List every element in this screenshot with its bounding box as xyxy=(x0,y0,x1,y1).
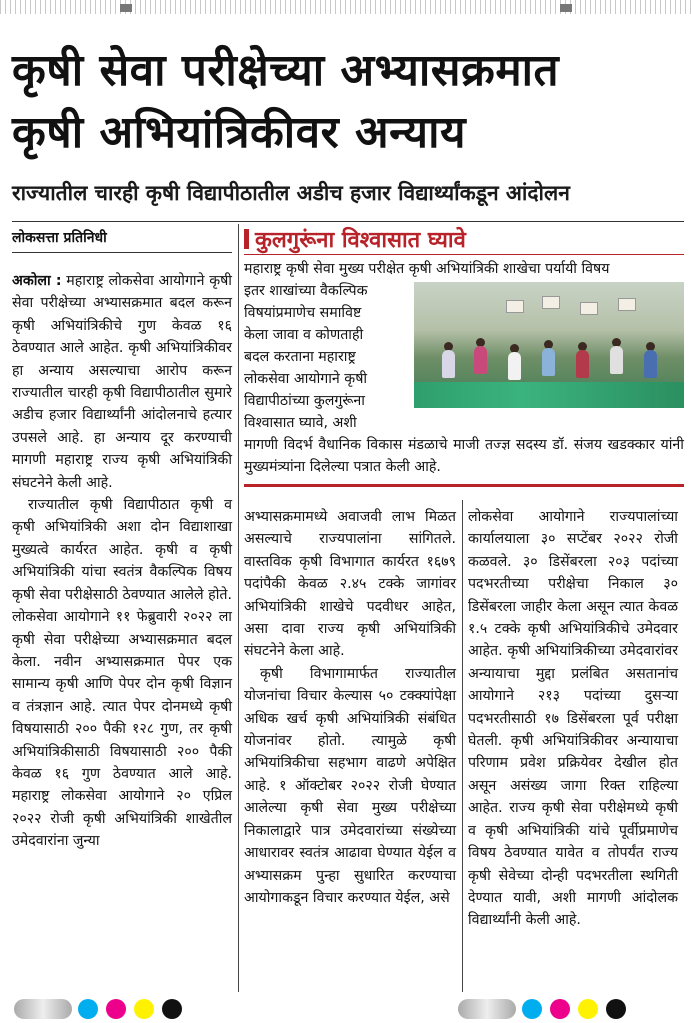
article-paragraph: अभ्यासक्रमामध्ये अवाजवी लाभ मिळत असल्याचे राज्यपालांना सांगितले. वास्तविक कृषी विभागात कार्यरत १६७९ पदांपैकी केवळ २.४५ टक्के जागांवर अभियांत्रिकी शाखेचे पदवीधर आहेत, असा दावा राज्य कृषी अभियांत्रिकी संघटनेने केला आहे. xyxy=(244,509,456,660)
registration-yellow xyxy=(578,999,598,1019)
article-paragraph xyxy=(12,270,232,494)
registration-black xyxy=(162,999,182,1019)
headline xyxy=(12,40,682,164)
registration-cyan xyxy=(522,999,542,1019)
sidebar-text-line: केला जावा व कोणताही xyxy=(244,327,364,343)
sidebar-title-text: कुलगुरूंना विश्वासात घ्यावे xyxy=(255,228,466,253)
person xyxy=(576,350,589,378)
column-divider xyxy=(462,500,463,992)
sidebar-wrapped-text xyxy=(244,280,410,412)
subheadline: राज्यातील चारही कृषी विद्यापीठातील अडीच हजार विद्यार्थ्यांकडून आंदोलन xyxy=(12,181,570,205)
crop-mark xyxy=(560,4,572,12)
sidebar-bottom-rule xyxy=(244,484,684,487)
person xyxy=(474,346,487,374)
article-column-3 xyxy=(468,506,678,932)
registration-magenta xyxy=(106,999,126,1019)
registration-black xyxy=(606,999,626,1019)
sidebar-box-title xyxy=(244,228,684,254)
registration-cyan xyxy=(78,999,98,1019)
dateline: अकोला : xyxy=(12,273,62,289)
person xyxy=(644,350,657,378)
paragraph-text: महाराष्ट्र लोकसेवा आयोगाने कृषी सेवा परीक्षेच्या अभ्यासक्रमात बदल करून कृषी अभियांत्रिकीचे गुण केवळ १६ ठेवण्यात आले आहेत. कृषी अभियांत्रिकीवर हा अन्याय असल्याचा आरोप करून राज्यातील चारही कृषी विद्यापीठातील सुमारे अडीच हजार विद्यार्थ्यांनी आंदोलनाचे हत्यार उपसले आहे. हा अन्याय दूर करण्याची मागणी महाराष्ट्र राज्य कृषी अभियांत्रिकी संघटनेने केली आहे. xyxy=(12,273,232,491)
sidebar-text-line: मागणी विदर्भ वैधानिक विकास मंडळाचे माजी तज्ज्ञ सदस्य डॉ. संजय खडक्कार यांनी मुख्यमंत्र्यांना दिलेल्या पत्रात केली आहे. xyxy=(244,437,684,475)
person xyxy=(610,346,623,374)
sidebar-text-line: विषयांप्रमाणेच समाविष्ट xyxy=(244,305,362,321)
article-paragraph: लोकसेवा आयोगाने राज्यपालांच्या कार्यालयाला ३० सप्टेंबर २०२२ रोजी कळवले. ३० डिसेंबरला २०३ पदांच्या पदभरतीच्या परीक्षेचा निकाल ३० डिसेंबरला जाहीर केला असून त्यात केवळ १.५ टक्के कृषी अभियांत्रिकीचे उमेदवार आहेत. कृषी अभियांत्रिकीच्या उमेदवारांवर अन्यायाचा मुद्दा प्रलंबित असतानांच आयोगाने २१३ पदांच्या दुसऱ्या पदभरतीसाठी १७ डिसेंबरला पूर्व परीक्षा घेतली. कृषी अभियांत्रिकीवर अन्यायाचा परिणाम प्रवेश प्रक्रियेवर देखील होत असून असंख्य जागा रिक्त राहिल्या आहेत. राज्य कृषी सेवा परीक्षेमध्ये कृषी व कृषी अभियांत्रिकी यांचे पूर्वीप्रमाणेच विषय ठेवण्यात यावेत व तोपर्यंत राज्य कृषी सेवेच्या दोन्ही पदभरतीला स्थगिती देण्यात यावी, अशी मागणी आंदोलक विद्यार्थ्यांनी केली आहे. xyxy=(468,509,678,929)
sidebar-text-line: लोकसेवा आयोगाने कृषी xyxy=(244,371,368,387)
article-column-1 xyxy=(12,270,232,853)
sidebar-text-line: इतर शाखांच्या वैकल्पिक xyxy=(244,283,368,299)
sidebar-text-line: विश्वासात घ्यावे, अशी xyxy=(244,415,357,431)
ground-area xyxy=(414,382,684,408)
sidebar-text-line: महाराष्ट्र कृषी सेवा मुख्य परीक्षेत कृषी अभियांत्रिकी शाखेचा पर्यायी विषय xyxy=(244,261,610,277)
person xyxy=(442,350,455,378)
byline: लोकसत्ता प्रतिनिधी xyxy=(12,230,107,246)
headline-line-1: कृषी सेवा परीक्षेच्या अभ्यासक्रमात xyxy=(12,45,560,96)
placard xyxy=(580,302,598,315)
placard xyxy=(618,298,636,311)
divider xyxy=(12,221,684,222)
person xyxy=(508,352,521,380)
headline-line-2: कृषी अभियांत्रिकीवर अन्याय xyxy=(12,107,466,158)
registration-magenta xyxy=(550,999,570,1019)
divider xyxy=(12,252,232,253)
sidebar-underline xyxy=(244,254,684,255)
sidebar-text-line: विद्यापीठांच्या कुलगुरूंना xyxy=(244,393,365,409)
article-column-2 xyxy=(244,506,456,909)
registration-grey xyxy=(14,999,72,1019)
protest-photo xyxy=(414,282,684,408)
sidebar-text-line: बदल करताना महाराष्ट्र xyxy=(244,349,356,365)
accent-bar xyxy=(244,229,249,249)
placard xyxy=(542,296,560,309)
article-paragraph: राज्यातील कृषी विद्यापीठात कृषी व कृषी अभियांत्रिकी अशा दोन विद्याशाखा मुख्यत्वे कार्यरत आहेत. कृषी व कृषी अभियांत्रिकी यांचा स्वतंत्र वैकल्पिक विषय कृषी सेवा परीक्षेसाठी ठेवण्यात आलेले होते. लोकसेवा आयोगाने ११ फेब्रुवारी २०२२ ला कृषी सेवा परीक्षेच्या अभ्यासक्रमात बदल केला. नवीन अभ्यासक्रमात पेपर एक सामान्य कृषी आणि पेपर दोन कृषी विज्ञान व तंत्रज्ञान आहे. त्यात पेपर दोनमध्ये कृषी विषयासाठी २०० पैकी १२८ गुण, तर कृषी अभियांत्रिकीसाठी विषयासाठी २०० पैकी केवळ १६ गुण ठेवण्यात आले आहे. महाराष्ट्र लोकसेवा आयोगाने २० एप्रिल २०२२ रोजी कृषी अभियांत्रिकी शाखेतील उमेदवारांना जुन्या xyxy=(12,497,232,850)
crop-mark xyxy=(120,4,132,12)
person xyxy=(542,348,555,376)
article-paragraph: कृषी विभागामार्फत राज्यातील योजनांचा विचार केल्यास ५० टक्क्यांपेक्षा अधिक खर्च कृषी अभियांत्रिकी संबंधित योजनांवर होतो. त्यामुळे कृषी अभियांत्रिकीचा सहभाग वाढणे अपेक्षित आहे. १ ऑक्टोबर २०२२ रोजी घेण्यात आलेल्या कृषी सेवा मुख्य परीक्षेच्या निकालाद्वारे पात्र उमेदवारांच्या संख्येच्या आधारावर स्वतंत्र आढावा घेण्यात येईल व अभ्यासक्रम पुन्हा सुधारित करण्याचा आयोगाकडून विचार करण्यात येईल, असे xyxy=(244,665,456,906)
placard xyxy=(506,300,524,313)
sidebar-tail-text xyxy=(244,412,684,478)
registration-grey xyxy=(458,999,516,1019)
registration-yellow xyxy=(134,999,154,1019)
column-divider xyxy=(238,224,239,992)
top-registration-strip xyxy=(0,0,691,14)
